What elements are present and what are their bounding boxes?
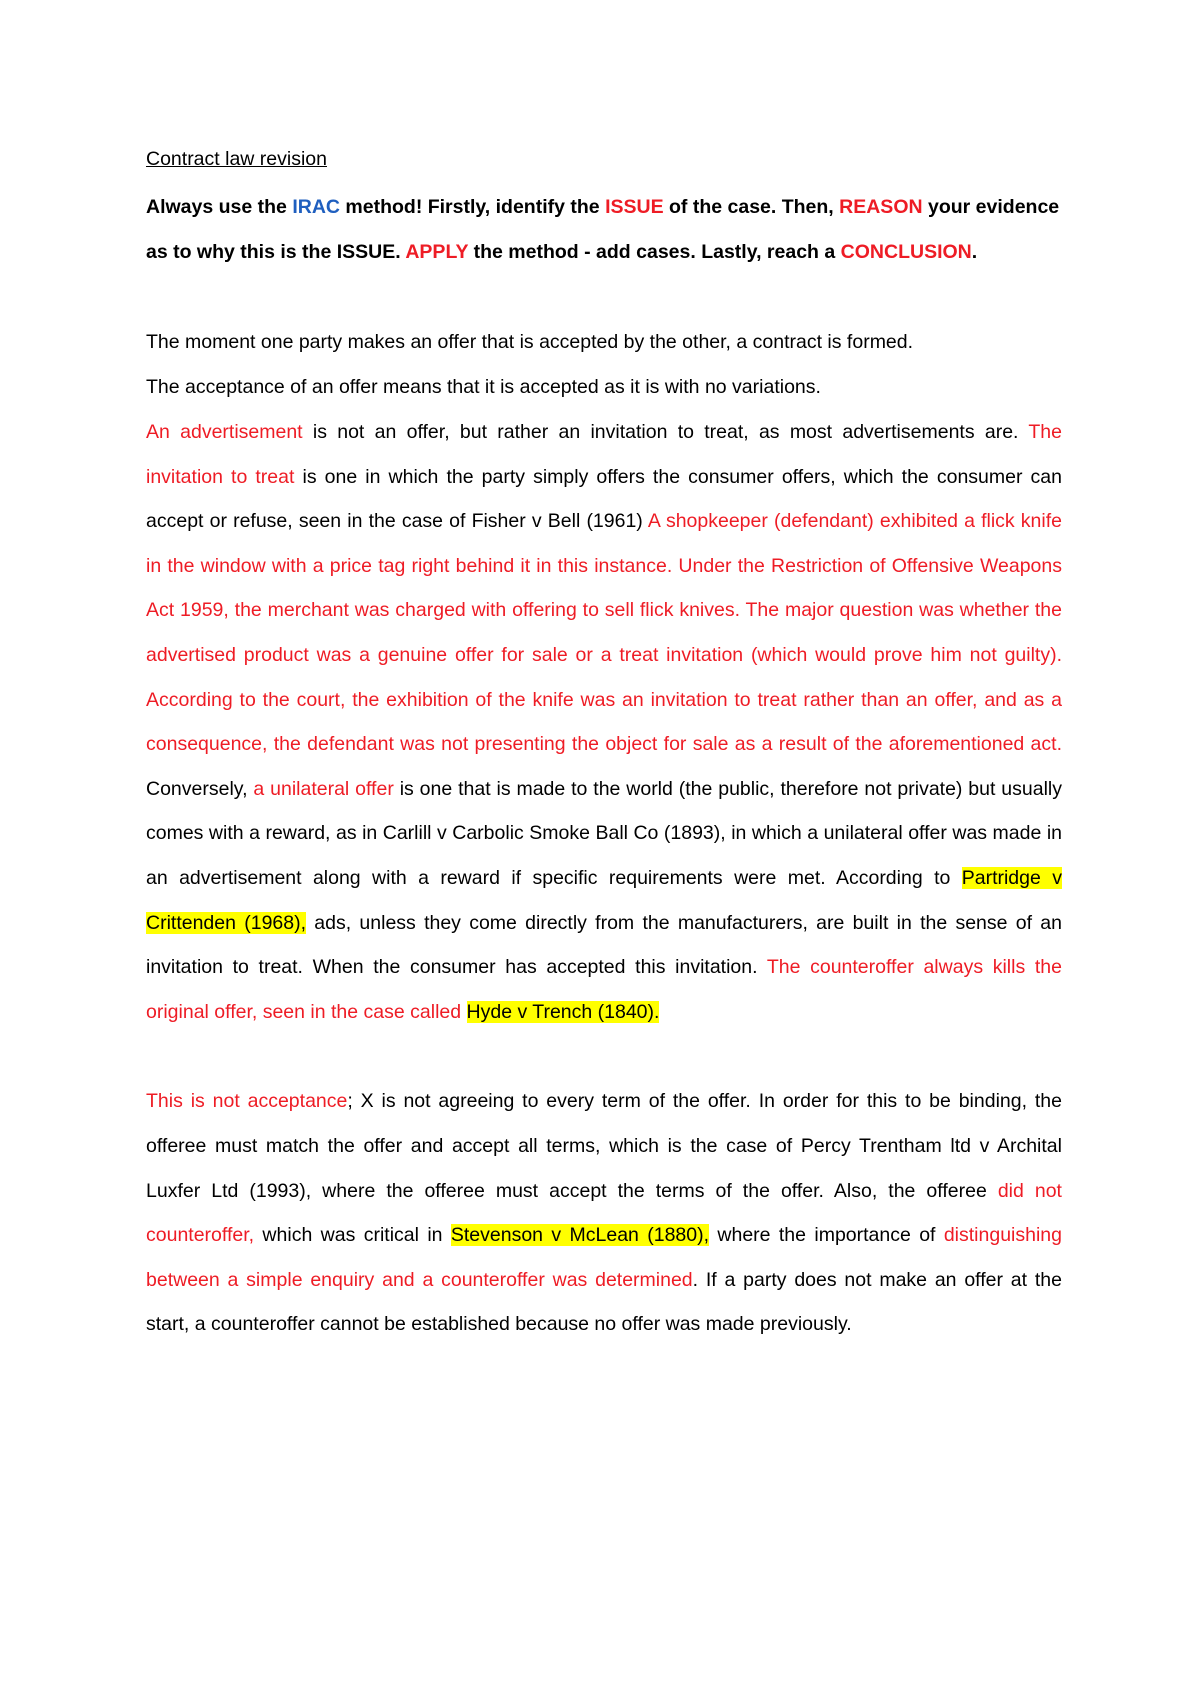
acceptance-paragraph [146, 1079, 1062, 1347]
text-run: . If a party does not make an offer at the start, a counteroffer cannot be established because no offer was made previously. [146, 1268, 1062, 1336]
text-run: . [971, 241, 978, 263]
text-run: is not an offer, but rather an invitation to treat, as most advertisements are. [302, 421, 1029, 443]
text-run: is one that is made to the world (the public, therefore not private) but usually comes with a reward, as in Carlill v Carbolic Smoke Ball Co (1893), in which a unilateral offer was made in an advertisement along with a reward if specific requirements were met. According to [146, 777, 1062, 889]
text-run: Always use the [146, 196, 293, 218]
text-run: ; X is not agreeing to every term of the offer. In order for this to be binding, the offeree must match the offer and accept all terms, which is the case of Percy Trentham ltd v Archital Luxfer Ltd (1993), where the offeree must accept the terms of the offer. Also, the offeree [146, 1090, 1062, 1202]
red-text: The counteroffer always kills the original offer, seen in the case called [146, 956, 1062, 1023]
text-run: ads, unless they come directly from the manufacturers, are built in the sense of an invitation to treat. When the consumer has accepted this invitation. [146, 911, 1062, 979]
text-run: which was critical in [254, 1224, 451, 1247]
text-run: where the importance of [709, 1224, 944, 1247]
highlighted-case: Partridge v Crittenden (1968), [146, 866, 1062, 934]
red-text: distinguishing between a simple enquiry and a counteroffer was determined [146, 1224, 1062, 1291]
document-title: Contract law revision [146, 148, 327, 170]
highlighted-case: Stevenson v McLean (1880), [450, 1224, 710, 1247]
text-run: Conversely, [146, 777, 254, 800]
spacer [146, 275, 1062, 320]
text-run: the method - add cases. Lastly, reach a [468, 241, 841, 263]
red-text: CONCLUSION [840, 241, 972, 263]
highlighted-case: Hyde v Trench (1840). [466, 1000, 660, 1023]
blue-text: IRAC [292, 196, 340, 218]
red-text: did not counteroffer, [146, 1179, 1062, 1247]
spacer [146, 1034, 1062, 1079]
text-run: method! Firstly, identify the [339, 196, 606, 218]
red-text: APPLY [405, 241, 469, 263]
text-run: is one in which the party simply offers the consumer offers, which the consumer can accept or refuse, seen in the case of Fisher v Bell (1961) [146, 465, 1062, 533]
invitation-to-treat-paragraph [146, 410, 1062, 1034]
red-text: The invitation to treat [146, 421, 1062, 488]
red-text: a unilateral offer [253, 777, 394, 800]
acceptance-line: The acceptance of an offer means that it is accepted as it is with no variations. [146, 376, 821, 398]
red-text: ISSUE [605, 196, 664, 218]
irac-intro [146, 185, 1062, 275]
contract-formation-line: The moment one party makes an offer that is accepted by the other, a contract is formed. [146, 331, 914, 353]
red-text: A shopkeeper (defendant) exhibited a flick knife in the window with a price tag right behind it in this instance. Under the Restriction of Offensive Weapons Act 1959, the merchant was charged with offering to sell flick knives. The major question was whether the advertised product was a genuine offer for sale or a treat invitation (which would prove him not guilty). According to the court, the exhibition of the knife was an invitation to treat rather than an offer, and as a consequence, the defendant was not presenting the object for sale as a result of the aforementioned act. [146, 510, 1062, 756]
red-text: This is not acceptance [146, 1090, 348, 1113]
red-text: An advertisement [146, 421, 303, 443]
text-run: your evidence as to why this is the ISSUE. [146, 196, 1060, 263]
text-run: of the case. Then, [663, 196, 840, 218]
red-text: REASON [839, 196, 923, 218]
